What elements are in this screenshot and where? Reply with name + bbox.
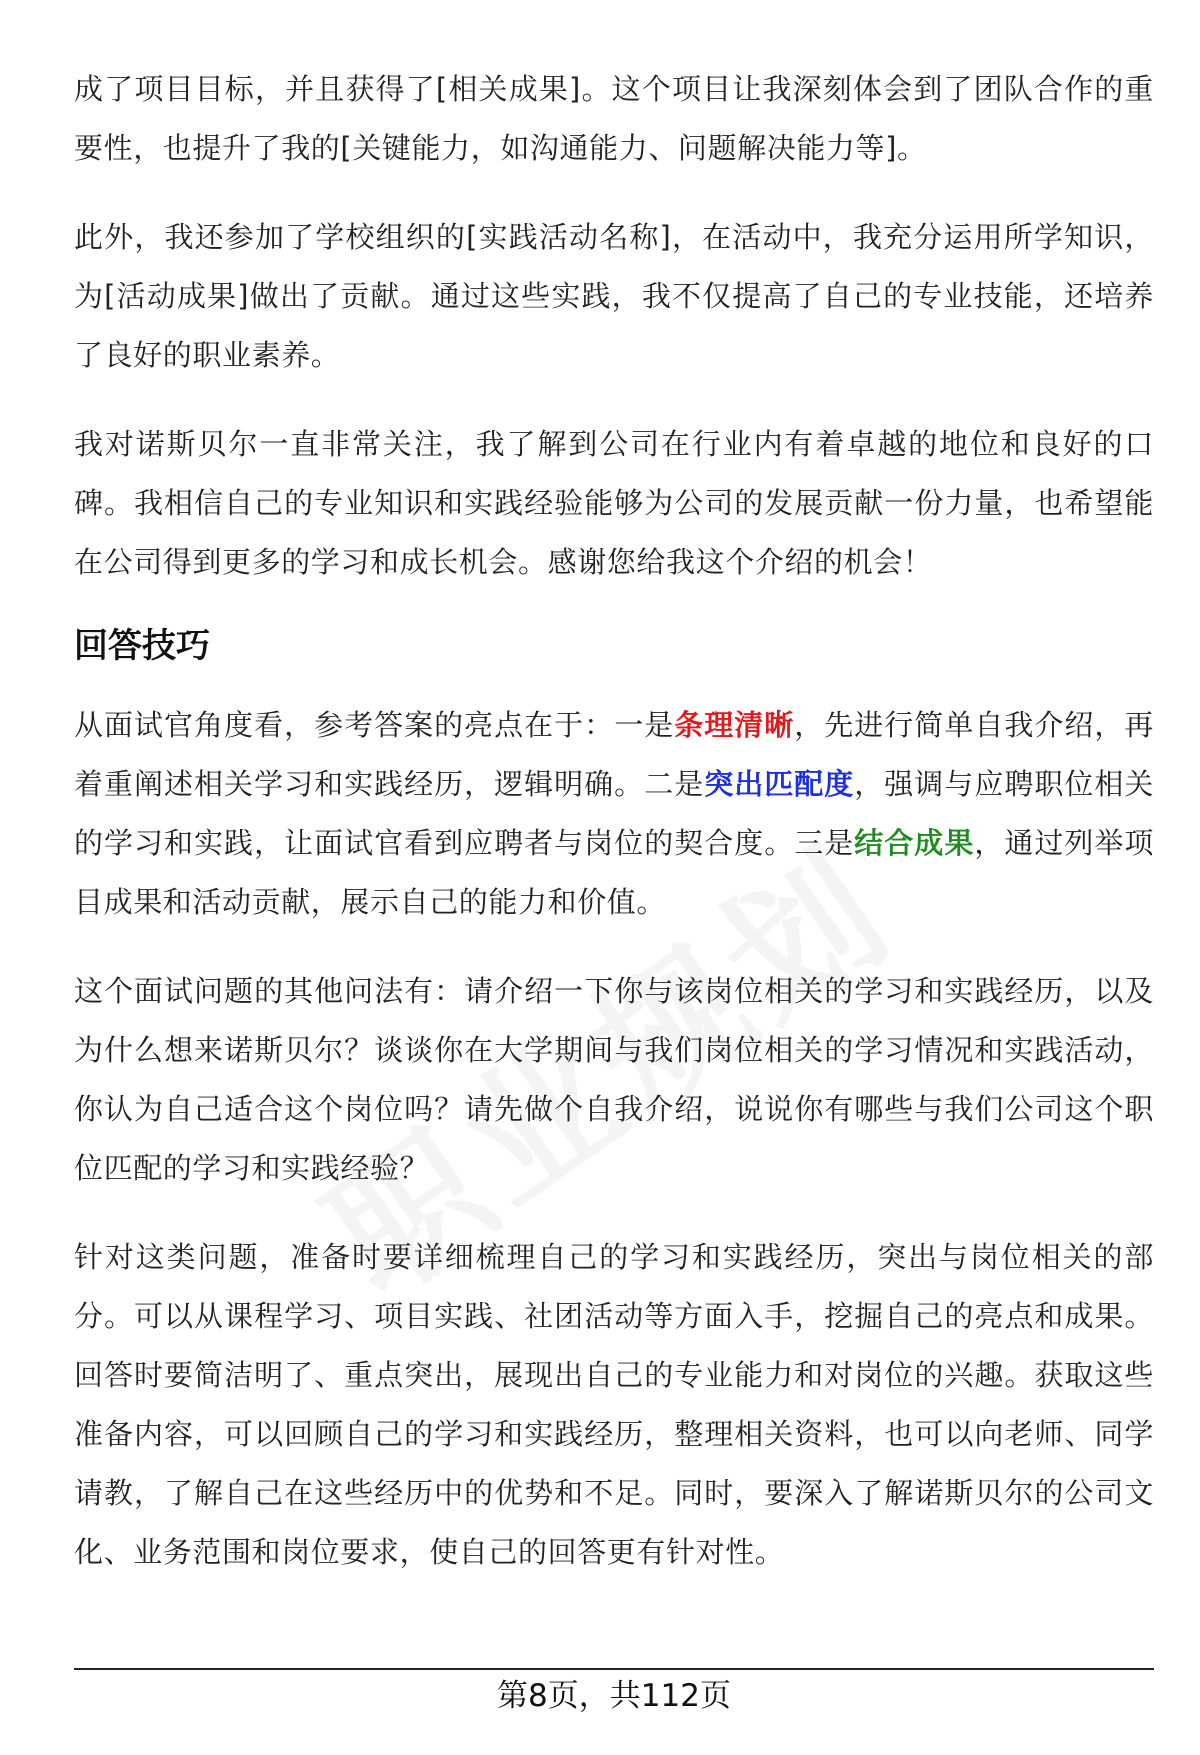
section-heading: 回答技巧 [74,626,210,666]
paragraph-alternative-questions: 这个面试问题的其他问法有：请介绍一下你与该岗位相关的学习和实践经历，以及为什么想来诺斯贝尔？谈谈你在大学期间与我们岗位相关的学习情况和实践活动，你认为自己适合这个岗位吗？请先做个自我介绍，说说你有哪些与我们公司这个职位匹配的学习和实践经验？ [74,974,1154,1185]
tips-text-1: 从面试官角度看，参考答案的亮点在于：一是 [74,708,675,742]
page-number: 第8页，共112页 [497,1678,731,1714]
paragraph-answer-highlights [74,696,1154,932]
page-content [74,60,1154,1612]
paragraph-company-interest: 我对诺斯贝尔一直非常关注，我了解到公司在行业内有着卓越的地位和良好的口碑。我相信自己的专业知识和实践经验能够为公司的发展贡献一份力量，也希望能在公司得到更多的学习和成长机会。感谢您给我这个介绍的机会！ [74,427,1154,579]
paragraph-project-result: 成了项目目标，并且获得了[相关成果]。这个项目让我深刻体会到了团队合作的重要性，也提升了我的[关键能力，如沟通能力、问题解决能力等]。 [74,72,1154,165]
paragraph-practice-activity: 此外，我还参加了学校组织的[实践活动名称]，在活动中，我充分运用所学知识，为[活动成果]做出了贡献。通过这些实践，我不仅提高了自己的专业技能，还培养了良好的职业素养。 [74,220,1154,372]
footer-divider [74,1668,1154,1670]
tips-text-3: ，强调与应聘职位相关的学习和实践，让面试官看到应聘者与岗位的契合度。三是 [74,767,1154,860]
tips-text-2: ，先进行简单自我介绍，再着重阐述相关学习和实践经历，逻辑明确。二是 [74,708,1154,801]
highlight-clear-structure: 条理清晰 [674,708,795,742]
tips-text-4: ，通过列举项目成果和活动贡献，展示自己的能力和价值。 [74,826,1154,919]
paragraph-preparation-advice: 针对这类问题，准备时要详细梳理自己的学习和实践经历，突出与岗位相关的部分。可以从课程学习、项目实践、社团活动等方面入手，挖掘自己的亮点和成果。回答时要简洁明了、重点突出，展现出自己的专业能力和对岗位的兴趣。获取这些准备内容，可以回顾自己的学习和实践经历，整理相关资料，也可以向老师、同学请教，了解自己在这些经历中的优势和不足。同时，要深入了解诺斯贝尔的公司文化、业务范围和岗位要求，使自己的回答更有针对性。 [74,1240,1154,1569]
highlight-match-degree: 突出匹配度 [704,767,855,801]
highlight-combine-results: 结合成果 [854,826,975,860]
